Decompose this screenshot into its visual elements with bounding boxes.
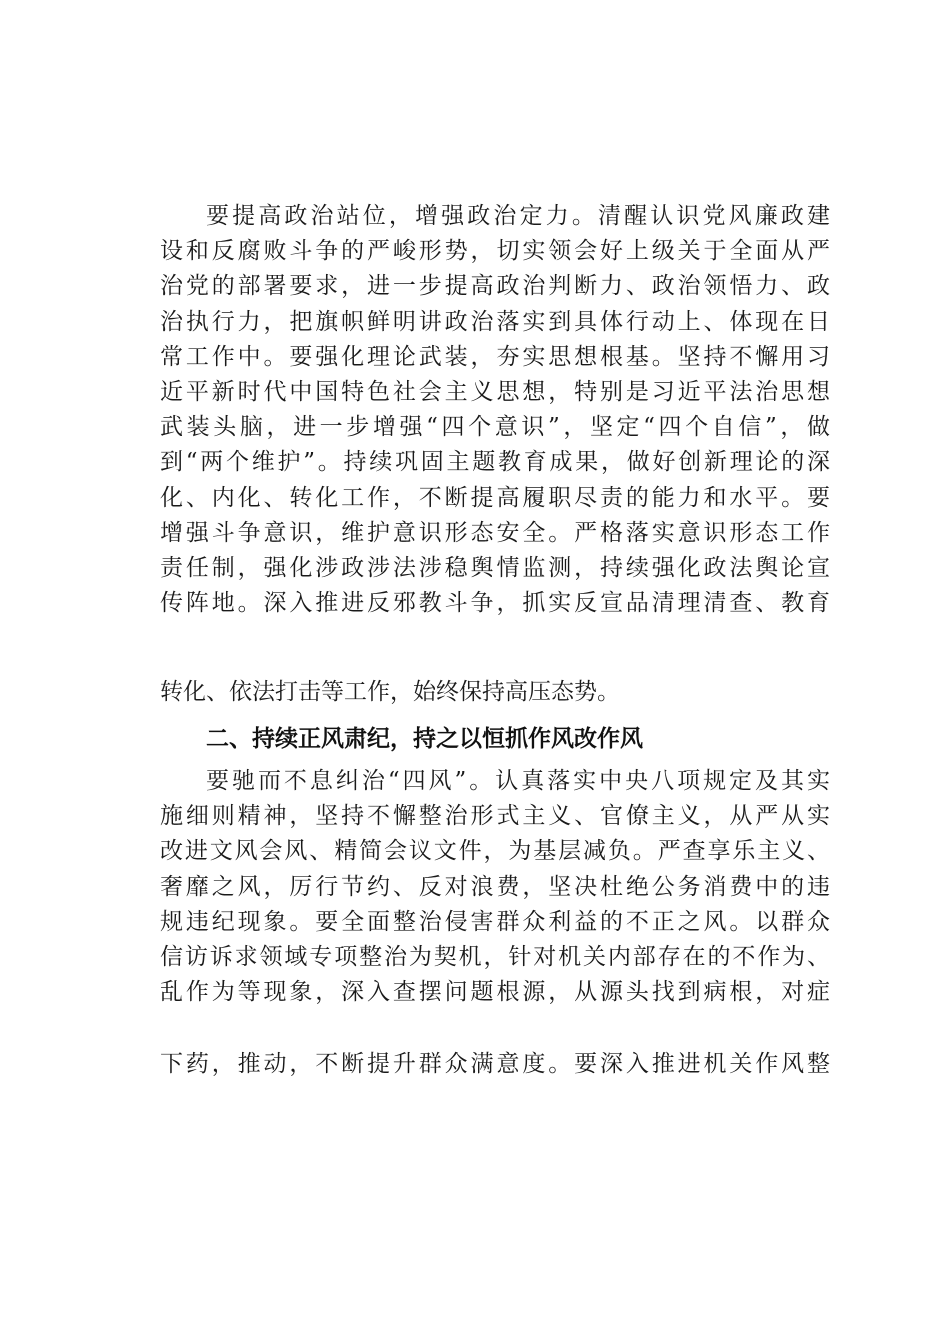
paragraph-four-winds-tail [160,1047,830,1082]
paragraph-line: 信访诉求领域专项整治为契机，针对机关内部存在的不作为、 [160,943,830,970]
paragraph-line: 奢靡之风，厉行节约、反对浪费，坚决杜绝公务消费中的违 [160,873,830,900]
paragraph-line: 近平新时代中国特色社会主义思想，特别是习近平法治思想 [160,378,830,405]
paragraph-line: 化、内化、转化工作，不断提高履职尽责的能力和水平。要 [160,484,830,511]
paragraph-line: 下药，推动，不断提升群众满意度。要深入推进机关作风整 [160,1051,830,1077]
paragraph-line: 设和反腐败斗争的严峻形势，切实领会好上级关于全面从严 [160,238,830,265]
paragraph-line: 治执行力，把旗帜鲜明讲政治落实到具体行动上、体现在日 [160,308,830,335]
paragraph-line: 要驰而不息纠治“四风”。认真落实中央八项规定及其实 [206,768,830,794]
paragraph-line: 要提高政治站位，增强政治定力。清醒认识党风廉政建 [206,203,830,229]
paragraph-line: 到“两个维护”。持续巩固主题教育成果，做好创新理论的深 [160,449,830,476]
paragraph-line: 乱作为等现象，深入查摆问题根源，从源头找到病根，对症 [160,979,830,1006]
paragraph-line: 增强斗争意识，维护意识形态安全。严格落实意识形态工作 [160,519,830,546]
paragraph-four-winds [160,764,830,1010]
paragraph-political-stance [160,199,830,621]
paragraph-line: 规违纪现象。要全面整治侵害群众利益的不正之风。以群众 [160,908,830,935]
paragraph-line: 施细则精神，坚持不懈整治形式主义、官僚主义，从严从实 [160,803,830,830]
paragraph-line: 传阵地。深入推进反邪教斗争，抓实反宣品清理清查、教育 [160,590,830,617]
paragraph-line: 常工作中。要强化理论武装，夯实思想根基。坚持不懈用习 [160,343,830,370]
paragraph-line: 武装头脑，进一步增强“四个意识”，坚定“四个自信”，做 [160,414,830,441]
paragraph-line: 改进文风会风、精简会议文件，为基层减负。严查享乐主义、 [160,838,830,865]
paragraph-line: 治党的部署要求，进一步提高政治判断力、政治领悟力、政 [160,273,830,300]
paragraph-line: 责任制，强化涉政涉法涉稳舆情监测，持续强化政法舆论宣 [160,554,830,581]
paragraph-tail [160,675,830,710]
section-heading: 二、持续正风肃纪，持之以恒抓作风改作风 [206,726,643,752]
paragraph-line: 转化、依法打击等工作，始终保持高压态势。 [160,679,620,705]
